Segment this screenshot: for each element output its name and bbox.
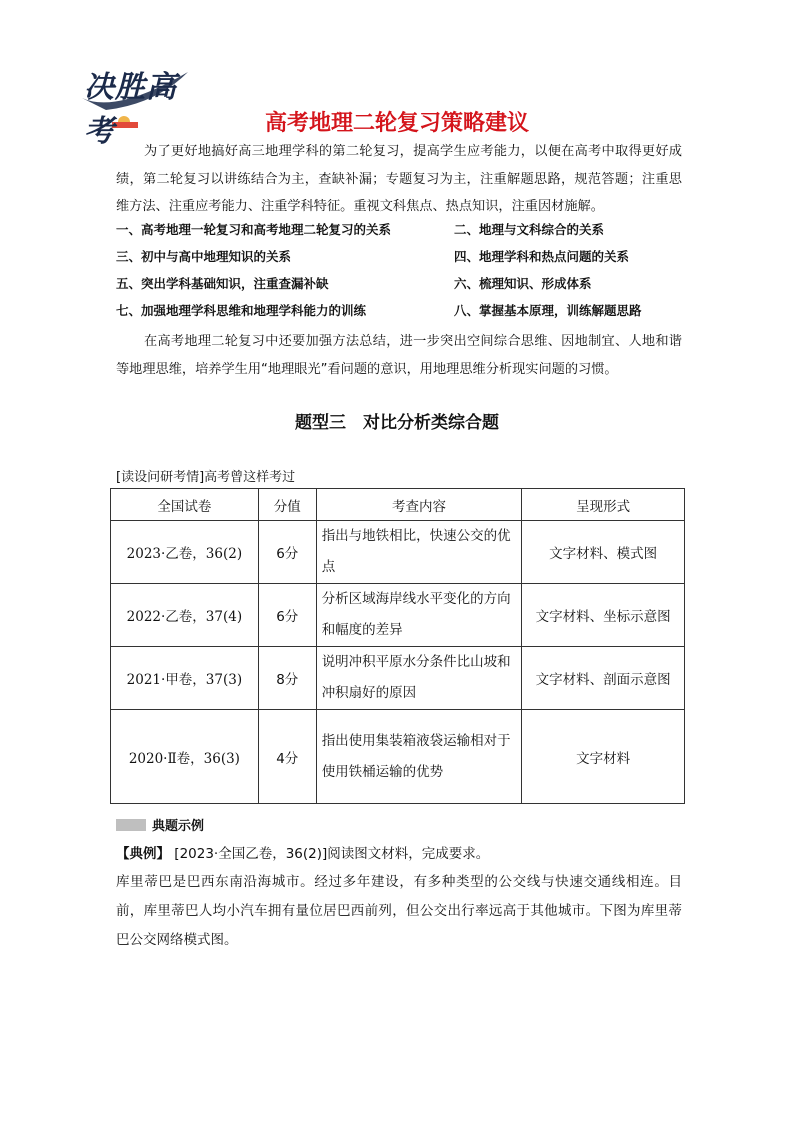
table-row xyxy=(111,521,685,584)
form-cell: 文字材料、剖面示意图 xyxy=(522,647,685,710)
closing-paragraph: 在高考地理二轮复习中还要加强方法总结，进一步突出空间综合思维、因地制宜、人地和谐等地理思维，培养学生用“地理眼光”看问题的意识，用地理思维分析现实问题的习惯。 xyxy=(116,334,682,377)
outline-row xyxy=(116,301,682,328)
table-row xyxy=(111,647,685,710)
table-intro: [读设问研考情]高考曾这样考过 xyxy=(116,470,296,485)
table-header-row xyxy=(111,489,685,521)
exam-table xyxy=(110,488,685,804)
paper-cell: 2023·乙卷，36(2) xyxy=(111,521,259,584)
badge-bar xyxy=(116,819,146,831)
intro-paragraph: 为了更好地搞好高三地理学科的第二轮复习，提高学生应考能力，以便在高考中取得更好成绩，第二轮复习以讲练结合为主，查缺补漏；专题复习为主，注重解题思路，规范答题；注重思维方法、注重应考能力、注重学科特征。重视文科焦点、热点知识，注重因材施解。 xyxy=(116,144,682,214)
passage: 库里蒂巴是巴西东南沿海城市。经过多年建设，有多种类型的公交线与快速交通线相连。目前，库里蒂巴人均小汽车拥有量位居巴西前列，但公交出行率远高于其他城市。下图为库里蒂巴公交网络模式图。 xyxy=(116,874,682,948)
content-cell: 指出与地铁相比，快速公交的优点 xyxy=(316,521,522,584)
outline-item: 一、高考地理一轮复习和高考地理二轮复习的关系 xyxy=(116,222,392,237)
outline-item: 四、地理学科和热点问题的关系 xyxy=(454,249,630,264)
section-badge xyxy=(116,815,204,834)
outline-row xyxy=(116,274,682,301)
score-cell: 8分 xyxy=(258,647,316,710)
outline-item: 三、初中与高中地理知识的关系 xyxy=(116,249,292,264)
outline-item: 五、突出学科基础知识，注重查漏补缺 xyxy=(116,276,329,291)
table-row xyxy=(111,584,685,647)
example-label: 【典例】 xyxy=(116,846,170,862)
example-line xyxy=(116,842,489,862)
badge-label: 典题示例 xyxy=(152,819,205,834)
form-cell: 文字材料、坐标示意图 xyxy=(522,584,685,647)
page-title: 高考地理二轮复习策略建议 xyxy=(264,111,529,136)
outline-item: 七、加强地理学科思维和地理学科能力的训练 xyxy=(116,303,367,318)
column-header: 分值 xyxy=(258,489,316,521)
form-cell: 文字材料 xyxy=(522,710,685,804)
outline-item: 八、掌握基本原理，训练解题思路 xyxy=(454,303,642,318)
example-text: [2023·全国乙卷，36(2)]阅读图文材料，完成要求。 xyxy=(174,846,490,862)
outline-item: 六、梳理知识、形成体系 xyxy=(454,276,592,291)
paper-cell: 2022·乙卷，37(4) xyxy=(111,584,259,647)
table-row xyxy=(111,710,685,804)
score-cell: 6分 xyxy=(258,584,316,647)
score-cell: 4分 xyxy=(258,710,316,804)
content-cell: 指出使用集装箱液袋运输相对于使用铁桶运输的优势 xyxy=(316,710,522,804)
content-cell: 分析区域海岸线水平变化的方向和幅度的差异 xyxy=(316,584,522,647)
outline-list xyxy=(116,220,682,328)
paper-cell: 2021·甲卷，37(3) xyxy=(111,647,259,710)
column-header: 全国试卷 xyxy=(111,489,259,521)
score-cell: 6分 xyxy=(258,521,316,584)
content-cell: 说明冲积平原水分条件比山坡和冲积扇好的原因 xyxy=(316,647,522,710)
section-title: 题型三 对比分析类综合题 xyxy=(295,413,499,433)
column-header: 呈现形式 xyxy=(522,489,685,521)
outline-item: 二、地理与文科综合的关系 xyxy=(454,222,605,237)
outline-row xyxy=(116,247,682,274)
column-header: 考查内容 xyxy=(316,489,522,521)
outline-row xyxy=(116,220,682,247)
paper-cell: 2020·Ⅱ卷，36(3) xyxy=(111,710,259,804)
logo-text: 决胜高考 xyxy=(84,70,177,149)
form-cell: 文字材料、模式图 xyxy=(522,521,685,584)
